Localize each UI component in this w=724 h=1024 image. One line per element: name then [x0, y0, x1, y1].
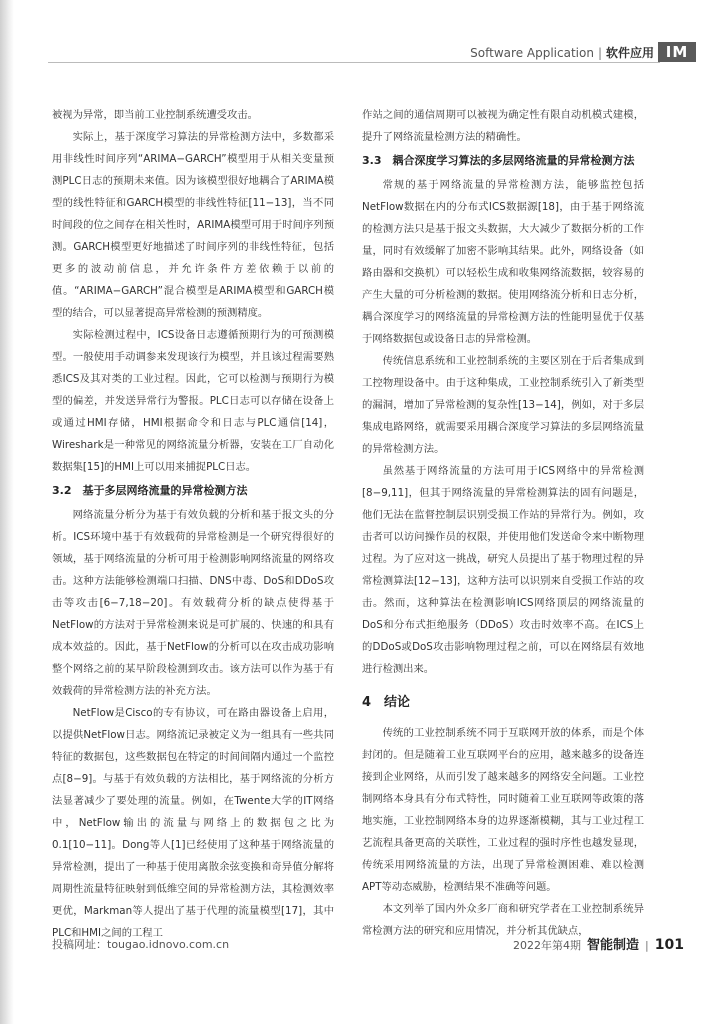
footer-info	[513, 934, 684, 953]
paragraph: 实际检测过程中，ICS设备日志遵循预期行为的可预测模型。一般使用手动调参来发现该行为模型，并且该过程需要熟悉ICS及其对类的工业过程。因此，它可以检测与预期行为模型的偏差，并发送异常行为警报。PLC日志可以存储在设备上或通过HMI存储，HMI根据命令和日志与PLC通信[14]，Wireshark是一种常见的网络流量分析器，安装在工厂自动化数据集[15]的HMI上可以用来捕捉PLC日志。	[52, 329, 334, 473]
footer-magazine-name: 智能制造	[587, 938, 640, 953]
left-column	[52, 104, 334, 944]
paragraph: NetFlow是Cisco的专有协议，可在路由器设备上启用，以提供NetFlow日志。网络流记录被定义为一组具有一些共同特征的数据包，这些数据包在特定的时间间隔内通过一个监控点[8−9]。与基于有效负载的方法相比，基于网络流的分析方法显著减少了要处理的流量。例如，在Twente大学的IT网络中，NetFlow输出的流量与网络上的数据包之比为0.1[10−11]。Dong等人[1]已经使用了这种基于网络流量的异常检测，提出了一种基于使用离散余弦变换和奇异值分解将周期性流量特征映射到低维空间的异常检测方法，其检测效率更优，Markman等人提出了基于代理的流量模型[17]，其中PLC和HMI之间的工程工	[52, 707, 334, 939]
section-heading-3-2: 3.2 基于多层网络流量的异常检测方法	[52, 484, 248, 497]
header-separator: |	[597, 46, 602, 60]
paragraph: 被视为异常，即当前工业控制系统遭受攻击。	[52, 109, 258, 121]
scan-edge-shadow	[0, 0, 14, 1024]
journal-logo: IM	[658, 42, 696, 62]
paragraph: 虽然基于网络流量的方法可用于ICS网络中的异常检测[8−9,11]，但其于网络流量的异常检测算法的固有问题是，他们无法在监督控制层识别受损工作站的异常行为。例如，攻击者可以访问操作员的权限，并使用他们发送命令来中断物理过程。为了应对这一挑战，研究人员提出了基于物理过程的异常检测算法[12−13]，这种方法可以识别来自受损工作站的攻击。然而，这种算法在检测影响ICS网络顶层的网络流量的DoS和分布式拒绝服务（DDoS）攻击时效率不高。在ICS上的DDoS或DoS攻击影响物理过程之前，可以在网络层有效地进行检测出来。	[362, 465, 644, 675]
section-heading-4: 4 结论	[362, 695, 411, 710]
footer-separator: |	[645, 939, 649, 952]
header-section-en: Software Application	[470, 46, 594, 60]
page-number: 101	[654, 937, 684, 953]
section-heading-3-3: 3.3 耦合深度学习算法的多层网络流量的异常检测方法	[362, 154, 635, 167]
footer-website: 投稿网址：tougao.idnovo.com.cn	[52, 938, 230, 951]
paragraph: 传统信息系统和工业控制系统的主要区别在于后者集成到工控物理设备中。由于这种集成，工业控制系统引入了新类型的漏洞，增加了异常检测的复杂性[13−14]，例如，对于多层集成电路网络，就需要采用耦合深度学习算法的多层网络流量的异常检测方法。	[362, 355, 644, 455]
footer-issue: 2022年第4期	[513, 939, 582, 952]
journal-page	[30, 0, 710, 1024]
header-rule	[48, 62, 660, 63]
paragraph: 实际上，基于深度学习算法的异常检测方法中，多数都采用非线性时间序列“ARIMA−GARCH”模型用于从相关变量预测PLC日志的预期未来值。因为该模型很好地耦合了ARIMA模型的线性特征和GARCH模型的非线性特征[11−13]，当不同时间段的位之间存在相关性时，ARIMA模型可用于时间序列预测。GARCH模型更好地描述了时间序列的非线性特征，包括更多的波动前信息，并允许条件方差依赖于以前的值。“ARIMA−GARCH”混合模型是ARIMA模型和GARCH模型的结合，可以显著提高异常检测的预测精度。	[52, 131, 334, 319]
paragraph: 常规的基于网络流量的异常检测方法，能够监控包括NetFlow数据在内的分布式ICS数据源[18]，由于基于网络流的检测方法只是基于报文头数据，大大减少了数据分析的工作量，同时有效缓解了加密不影响其结果。此外，网络设备（如路由器和交换机）可以轻松生成和收集网络流数据，较容易的产生大量的可分析检测的数据。使用网络流分析和日志分析，耦合深度学习的网络流量的异常检测方法的性能明显优于仅基于网络数据包或设备日志的异常检测。	[362, 179, 644, 345]
paragraph: 传统的工业控制系统不同于互联网开放的体系，而是个体封闭的。但是随着工业互联网平台的应用，越来越多的设备连接到企业网络，从而引发了越来越多的网络安全问题。工业控制网络本身具有分布式特性，同时随着工业互联网等政策的落地实施，工业控制网络本身的边界逐渐模糊，其与工业过程工艺流程具备更高的关联性，工业过程的强时序性也越发显现，传统采用网络流量的方法，出现了异常检测困难、难以检测APT等动态威胁，检测结果不准确等问题。	[362, 727, 644, 893]
right-column	[362, 104, 644, 942]
paragraph: 本文列举了国内外众多厂商和研究学者在工业控制系统异常检测方法的研究和应用情况，并分析其优缺点，	[362, 903, 644, 937]
header-section-cn: 软件应用	[605, 46, 654, 60]
running-header	[470, 44, 654, 61]
paragraph: 网络流量分析分为基于有效负载的分析和基于报文头的分析。ICS环境中基于有效载荷的异常检测是一个研究得很好的领域，基于网络流量的分析可用于检测影响网络流量的网络攻击。这种方法能够检测端口扫描、DNS中毒、DoS和DDoS攻击等攻击[6−7,18−20]。有效载荷分析的缺点使得基于NetFlow的方法对于异常检测来说是可扩展的、快速的和具有成本效益的。因此，基于NetFlow的分析可以在攻击成功影响整个网络之前的某早阶段检测到攻击。该方法可以作为基于有效载荷的异常检测方法的补充方法。	[52, 509, 334, 697]
paragraph: 作站之间的通信周期可以被视为确定性有限自动机模式建模，提升了网络流量检测方法的精确性。	[362, 109, 644, 143]
